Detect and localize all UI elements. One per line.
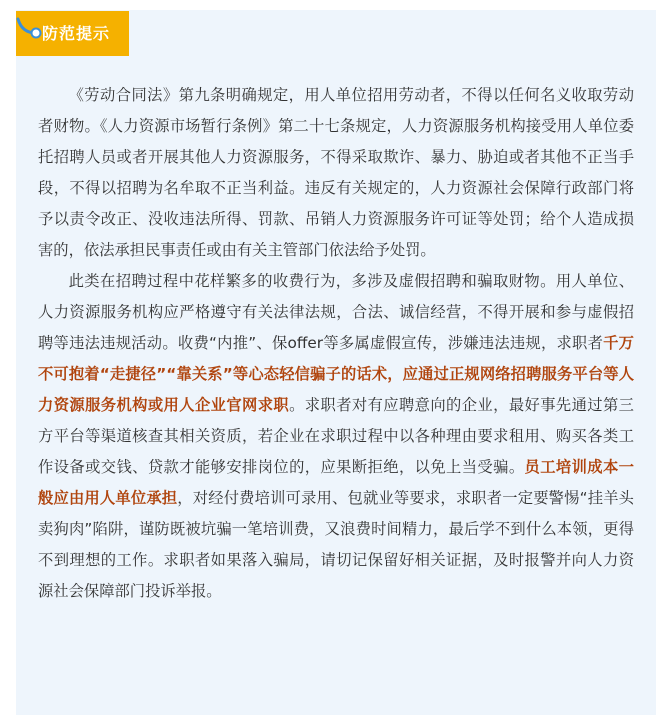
body-text: 此类在招聘过程中花样繁多的收费行为，多涉及虚假招聘和骗取财物。用人单位、人力资源服务机构应严格遵守有关法律法规，合法、诚信经营，不得开展和参与虚假招聘等违法违规活动。收费“内推”、保offer等多属虚假宣传，涉嫌违法违规，求职者 xyxy=(38,272,634,352)
body-text: 。求职者对有应聘意向的企业，最好事先通过第三方平台等渠道核查其相关资质，若企业在求职过程中以各种理由要求租用、购买各类工作设备或交钱、贷款才能够安排岗位的，应果断拒绝，以免上当受骗。 xyxy=(38,396,634,476)
section-title: 防范提示 xyxy=(42,24,111,43)
notice-content xyxy=(38,80,634,607)
body-text: ，对经付费培训可录用、包就业等要求，求职者一定要警惕“挂羊头卖狗肉”陷阱，谨防既被坑骗一笔培训费，又浪费时间精力，最后学不到什么本领，更得不到理想的工作。求职者如果落入骗局，请切记保留好相关证据，及时报警并向人力资源社会保障部门投诉举报。 xyxy=(38,489,634,600)
paragraph-1 xyxy=(38,80,634,266)
highlighted-text: 员工培训成本一般应由用人单位承担 xyxy=(38,458,634,507)
paragraph-2 xyxy=(38,266,634,607)
highlighted-text: 千万不可抱着“走捷径”“靠关系”等心态轻信骗子的话术，应通过正规网络招聘服务平台等人力资源服务机构或用人企业官网求职 xyxy=(38,334,634,414)
section-header-tag xyxy=(16,11,129,56)
body-text: 《劳动合同法》第九条明确规定，用人单位招用劳动者，不得以任何名义收取劳动者财物。《人力资源市场暂行条例》第二十七条规定，人力资源服务机构接受用人单位委托招聘人员或者开展其他人力资源服务，不得采取欺诈、暴力、胁迫或者其他不正当手段，不得以招聘为名牟取不正当利益。违反有关规定的，人力资源社会保障行政部门将予以责令改正、没收违法所得、罚款、吊销人力资源服务许可证等处罚；给个人造成损害的，依法承担民事责任或由有关主管部门依法给予处罚。 xyxy=(38,86,634,259)
